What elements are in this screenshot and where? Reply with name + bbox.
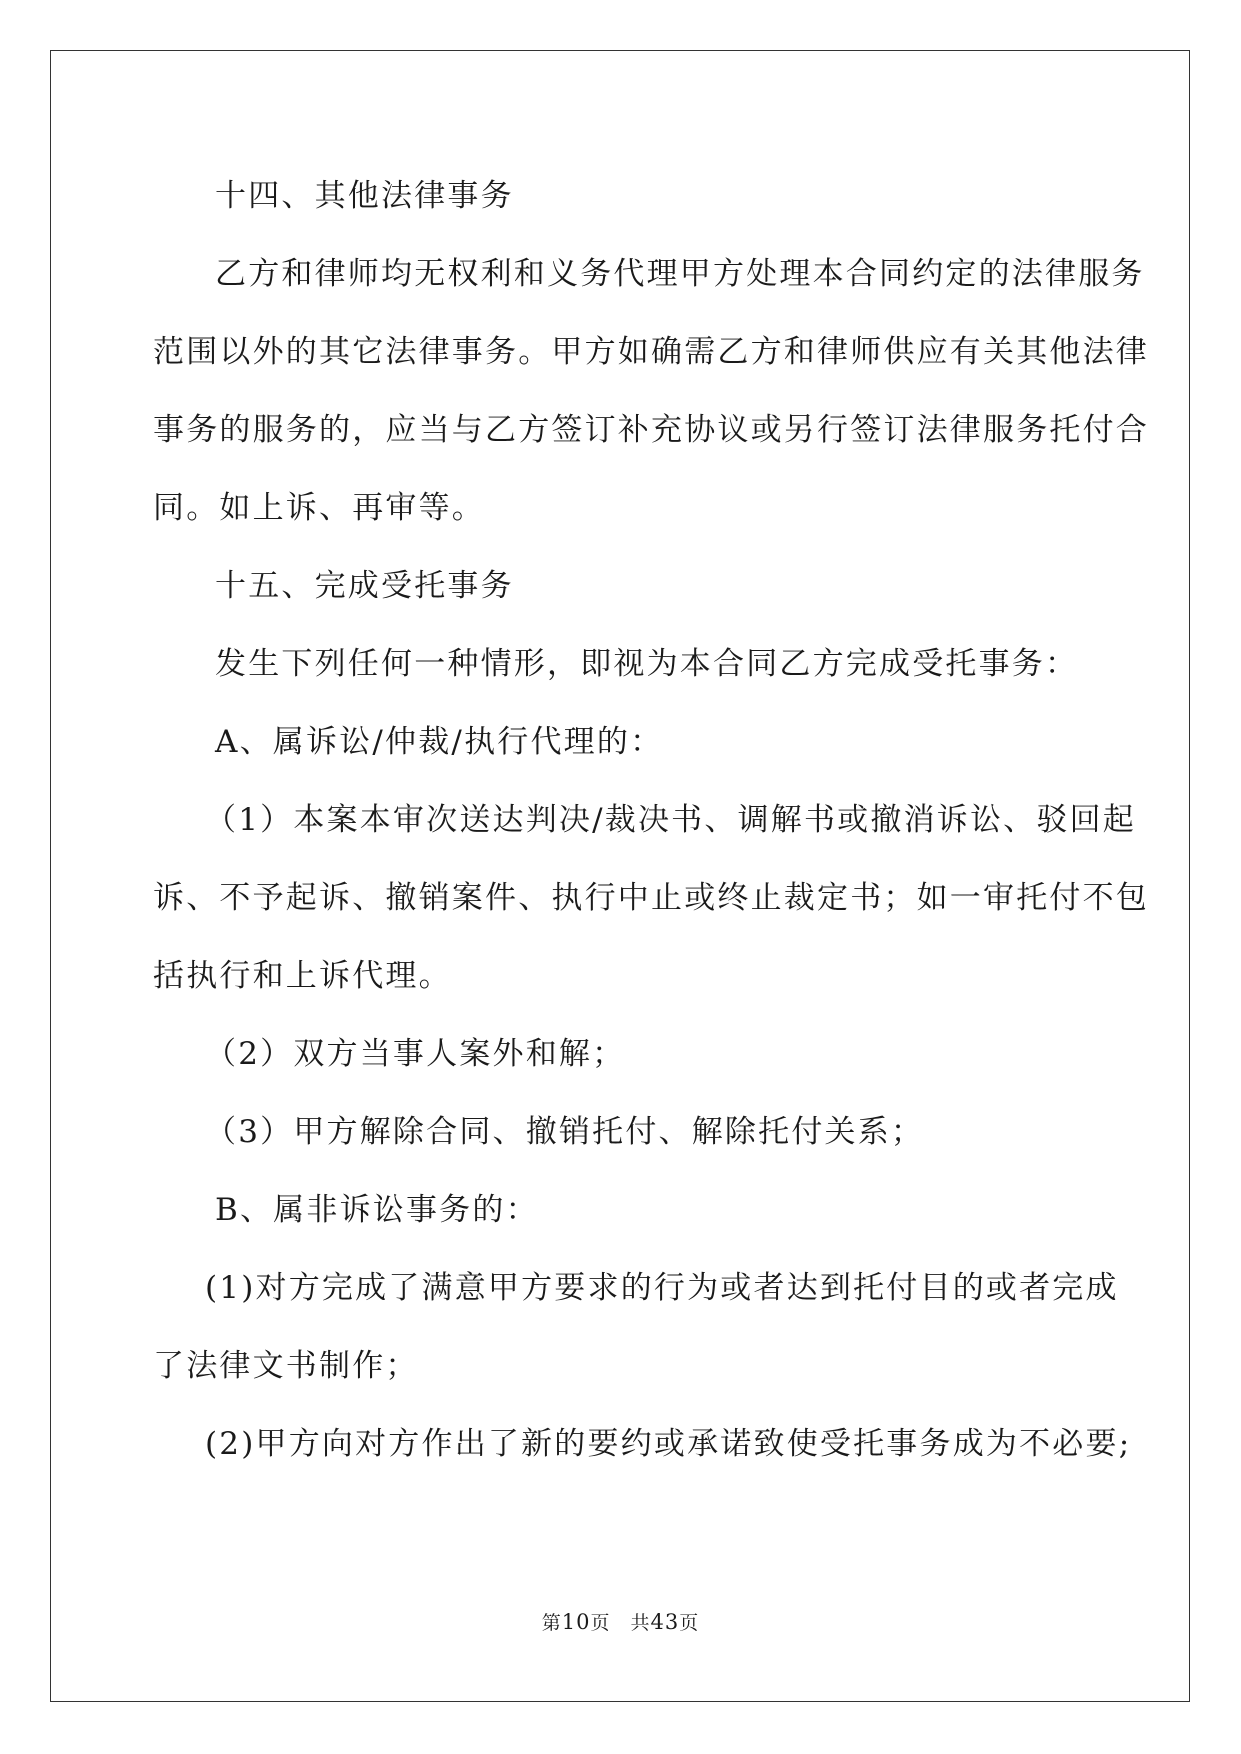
section-heading-15: 十五、完成受托事务 <box>215 568 514 604</box>
paragraph-line: 乙方和律师均无权利和义务代理甲方处理本合同约定的法律服务 <box>215 256 1145 292</box>
list-item-line: 括执行和上诉代理。 <box>153 958 452 994</box>
section-heading-14: 十四、其他法律事务 <box>215 178 514 214</box>
list-item-line: 了法律文书制作； <box>153 1348 419 1384</box>
total-pages-number: 43 <box>650 1610 680 1634</box>
footer-prefix: 第 <box>541 1612 562 1634</box>
list-heading-b: B、属非诉讼事务的： <box>215 1192 539 1228</box>
paragraph-line: 范围以外的其它法律事务。甲方如确需乙方和律师供应有关其他法律 <box>153 334 1149 370</box>
list-item-line: (1)对方完成了满意甲方要求的行为或者达到托付目的或者完成 <box>205 1270 1119 1306</box>
list-item-line: （1）本案本审次送达判决/裁决书、调解书或撤消诉讼、驳回起 <box>205 802 1136 838</box>
footer-suffix: 页 <box>679 1612 700 1634</box>
page-footer <box>0 1608 1241 1635</box>
paragraph-line: 事务的服务的，应当与乙方签订补充协议或另行签订法律服务托付合 <box>153 412 1149 448</box>
document-body <box>153 165 1149 1491</box>
paragraph-line: 发生下列任何一种情形，即视为本合同乙方完成受托事务： <box>215 646 1079 682</box>
list-heading-a: A、属诉讼/仲裁/执行代理的： <box>215 724 664 760</box>
list-item-line: （2）双方当事人案外和解； <box>205 1036 626 1072</box>
list-item-line: 诉、不予起诉、撤销案件、执行中止或终止裁定书；如一审托付不包 <box>153 880 1149 916</box>
footer-middle: 页 共 <box>590 1612 651 1634</box>
current-page-number: 10 <box>561 1610 591 1634</box>
list-item-line: （3）甲方解除合同、撤销托付、解除托付关系； <box>205 1114 925 1150</box>
list-item-line: (2)甲方向对方作出了新的要约或承诺致使受托事务成为不必要; <box>205 1426 1132 1462</box>
paragraph-line: 同。如上诉、再审等。 <box>153 490 485 526</box>
